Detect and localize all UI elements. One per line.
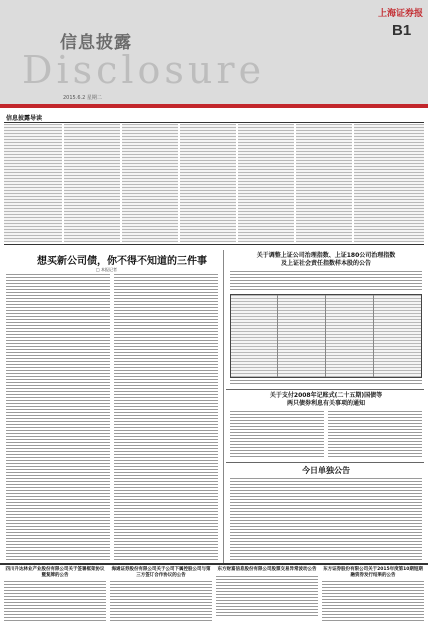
index-adjust-intro [230, 271, 422, 291]
section-title-en: Disclosure [22, 48, 266, 92]
bottom-notice-2-title: 海通证券股份有限公司关于公司下属控股公司与第三方签订合作协议的公告 [111, 567, 211, 578]
index-adjust-footer [230, 380, 422, 386]
main-article-title: 想买新公司债，你不得不知道的三件事 [37, 256, 207, 267]
bottom-notice-3-title: 东方财富信息股份有限公司股票交易异常波动公告 [217, 567, 317, 572]
issue-date: 2015.6.2 星期二 [63, 95, 102, 101]
index-label: 信息披露导读 [6, 115, 43, 122]
bond-interest-title-2: 两只债券利息有关事项的通知 [286, 400, 365, 407]
section-title-cn: 信息披露 [60, 33, 132, 53]
bond-interest-title-1: 关于支付2008年记账式(二十五期)国债等 [269, 392, 383, 399]
bottom-notice-1-title: 四川升达林业产业股份有限公司关于签署框架协议暨复牌的公告 [5, 567, 105, 578]
main-article-col2 [114, 274, 218, 561]
bond-interest-col1 [230, 411, 324, 457]
index-bottom-rule [4, 244, 424, 245]
index-adjust-title-1: 关于调整上证公司治理指数、上证180公司治理指数 [256, 252, 396, 259]
today-announcements-title: 今日单独公告 [302, 466, 350, 475]
bottom-notice-3 [216, 567, 318, 625]
column-divider [223, 250, 224, 563]
bottom-notice-1 [4, 567, 106, 625]
index-adjust-title-2: 及上证社会责任指数样本股的公告 [280, 260, 371, 267]
rule-2 [226, 462, 424, 463]
main-article-byline: □ 本报记者 [96, 267, 118, 272]
bottom-notice-2 [110, 567, 212, 625]
index-top-rule [4, 122, 424, 123]
rule-1 [226, 389, 424, 390]
page-header [0, 0, 428, 104]
newspaper-logo: 上海证券报 [378, 9, 424, 19]
main-article-col1 [6, 274, 110, 561]
constituent-table [230, 294, 422, 378]
bond-interest-col2 [328, 411, 422, 457]
page-number: B1 [392, 22, 412, 39]
bottom-notice-4-title: 东方证券股份有限公司关于2015年度第10期短期融资券发行结果的公告 [323, 567, 423, 578]
today-announcements-list [230, 478, 422, 560]
header-rule [0, 104, 428, 108]
index-table [4, 124, 424, 242]
bottom-rule [0, 563, 428, 565]
bottom-notice-4 [322, 567, 424, 625]
